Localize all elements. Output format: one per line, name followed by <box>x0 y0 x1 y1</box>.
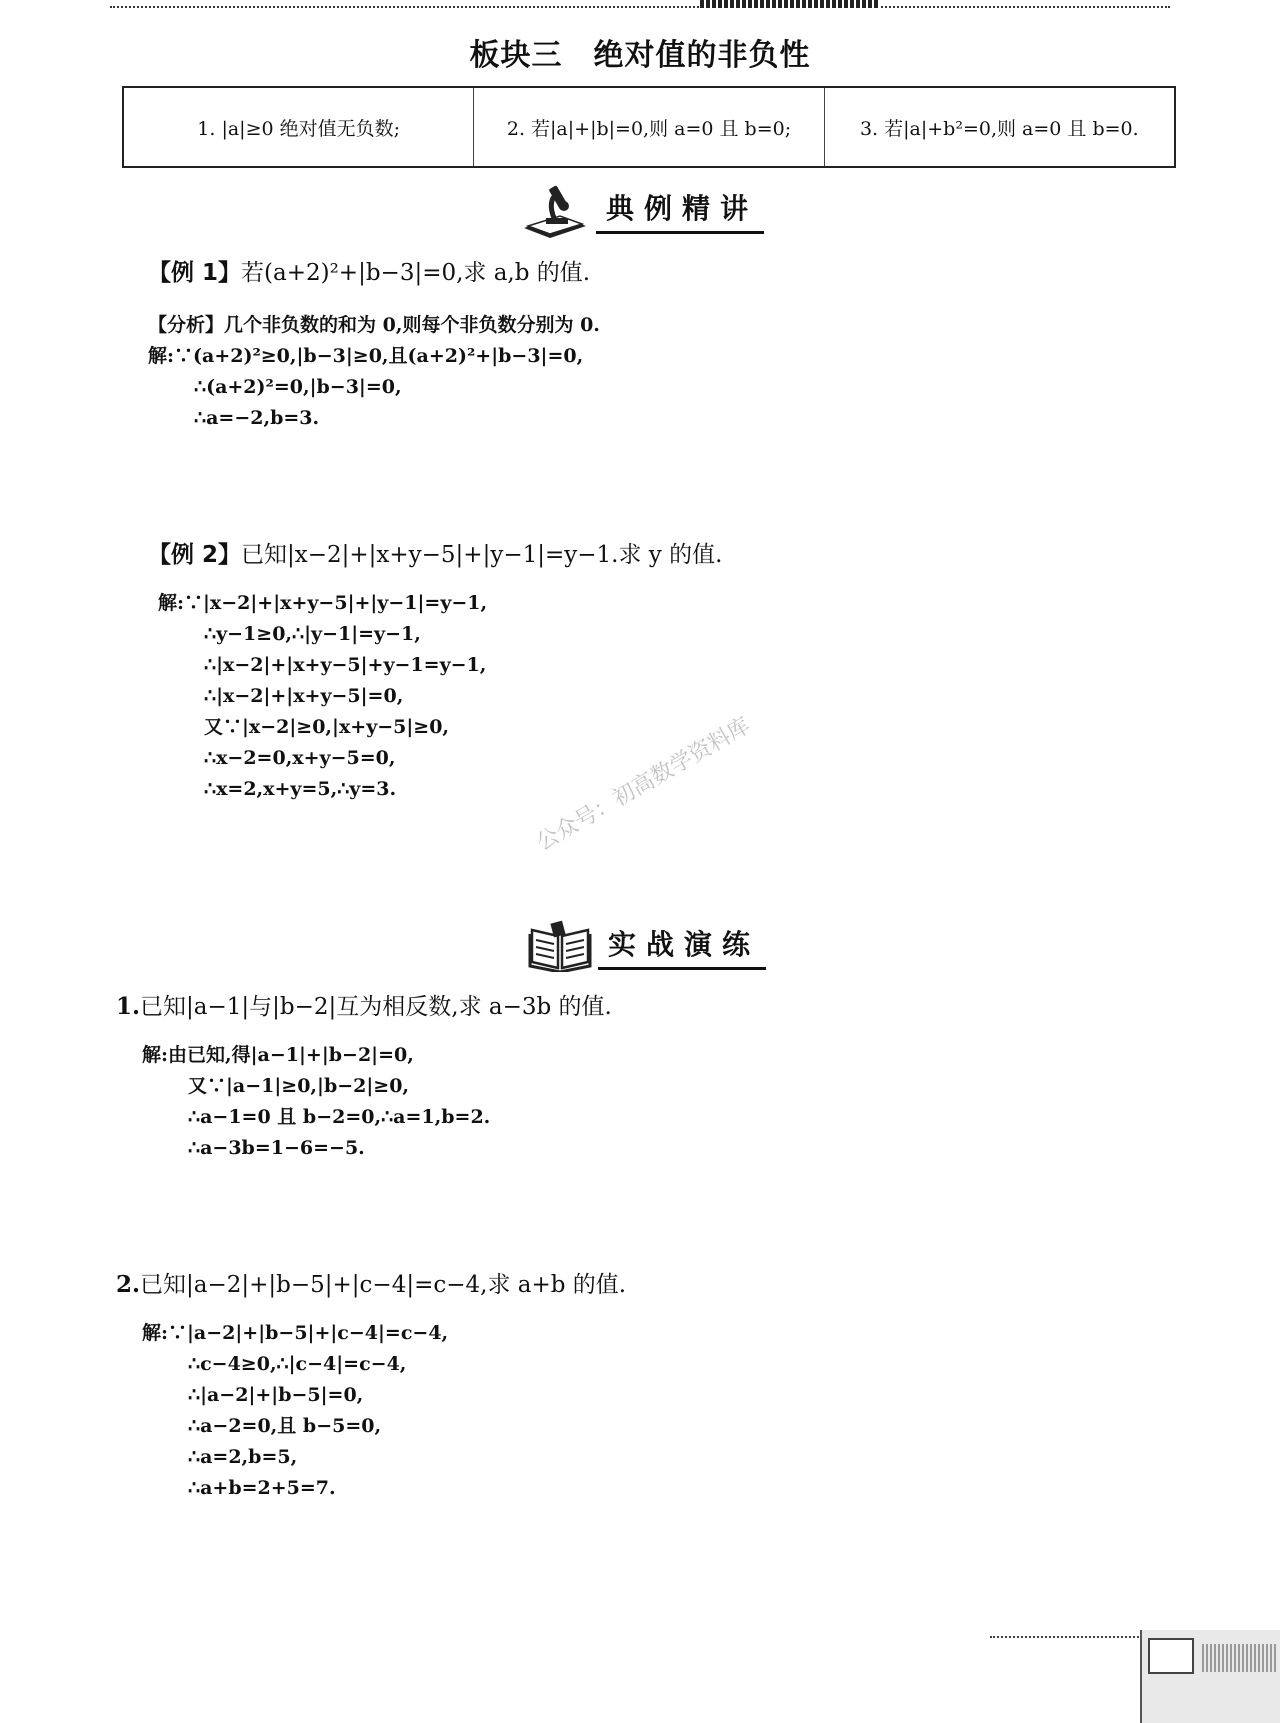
analysis-line <box>148 310 600 341</box>
rules-table <box>122 86 1176 168</box>
problem-1-number: 1. <box>116 993 141 1020</box>
problem-1-solution <box>142 1040 490 1164</box>
header-dotted-rule <box>110 6 1170 12</box>
solution-line: ∴c−4≥0,∴|c−4|=c−4, <box>188 1353 407 1375</box>
solution-line: ∴x−2=0,x+y−5=0, <box>204 747 396 769</box>
rule-cell: 1. |a|≥0 绝对值无负数; <box>124 88 474 166</box>
watermark: 公众号：初高数学资料库 <box>532 713 755 856</box>
example-1-question <box>148 254 590 287</box>
solution-line: ∴|x−2|+|x+y−5|+y−1=y−1, <box>204 654 487 676</box>
banner-label: 典例精讲 <box>596 187 764 234</box>
example-1-solution <box>148 310 600 434</box>
solution-line: ∴y−1≥0,∴|y−1|=y−1, <box>204 623 421 645</box>
problem-2-question <box>116 1266 626 1299</box>
banner-examples <box>520 180 764 240</box>
header-pattern-block <box>700 0 880 8</box>
banner-label: 实战演练 <box>598 923 766 970</box>
example-1-tag: 【例 1】 <box>148 260 242 286</box>
example-1-text: 若(a+2)²+|b−3|=0,求 a,b 的值. <box>241 260 591 286</box>
problem-1-text: 已知|a−1|与|b−2|互为相反数,求 a−3b 的值. <box>140 994 612 1020</box>
solution-line: 解:∵|x−2|+|x+y−5|+|y−1|=y−1, <box>158 592 488 614</box>
rule-cell: 2. 若|a|+|b|=0,则 a=0 且 b=0; <box>474 88 824 166</box>
example-2-solution <box>158 588 487 805</box>
footer-stripes <box>1202 1644 1277 1672</box>
footer-page-box <box>1148 1638 1194 1674</box>
banner-practice <box>528 916 766 976</box>
solution-line: ∴|a−2|+|b−5|=0, <box>188 1384 364 1406</box>
rule-cell: 3. 若|a|+b²=0,则 a=0 且 b=0. <box>859 117 1139 140</box>
solution-line: ∴a−1=0 且 b−2=0,∴a=1,b=2. <box>188 1106 491 1128</box>
problem-1-question <box>116 988 612 1021</box>
problem-2-solution <box>142 1318 448 1504</box>
footer-dotted-rule <box>990 1636 1150 1638</box>
problem-2-number: 2. <box>116 1271 141 1298</box>
example-2-question <box>148 536 722 569</box>
solution-line: 又∵|a−1|≥0,|b−2|≥0, <box>188 1075 410 1097</box>
solution-line: 解:∵|a−2|+|b−5|+|c−4|=c−4, <box>142 1322 449 1344</box>
solution-line: ∴|x−2|+|x+y−5|=0, <box>204 685 404 707</box>
solution-line: 解:由已知,得|a−1|+|b−2|=0, <box>142 1044 414 1066</box>
solution-line: ∴x=2,x+y=5,∴y=3. <box>204 778 397 800</box>
solution-line: ∴a=2,b=5, <box>188 1446 298 1468</box>
analysis-tag: 【分析】 <box>148 314 225 336</box>
problem-2-text: 已知|a−2|+|b−5|+|c−4|=c−4,求 a+b 的值. <box>140 1272 627 1298</box>
microscope-icon <box>520 182 590 238</box>
section-title: 板块三 绝对值的非负性 <box>469 38 811 73</box>
solution-line: 解:∵(a+2)²≥0,|b−3|≥0,且(a+2)²+|b−3|=0, <box>148 345 584 367</box>
solution-line: ∴a=−2,b=3. <box>194 407 320 429</box>
solution-line: 又∵|x−2|≥0,|x+y−5|≥0, <box>204 716 450 738</box>
footer-page-tab <box>1140 1630 1280 1723</box>
solution-line: ∴a+b=2+5=7. <box>188 1477 336 1499</box>
solution-line: ∴a−2=0,且 b−5=0, <box>188 1415 382 1437</box>
solution-line: ∴a−3b=1−6=−5. <box>188 1137 365 1159</box>
example-2-text: 已知|x−2|+|x+y−5|+|y−1|=y−1.求 y 的值. <box>241 542 723 568</box>
solution-line: ∴(a+2)²=0,|b−3|=0, <box>194 376 402 398</box>
example-2-tag: 【例 2】 <box>148 542 242 568</box>
open-book-icon <box>528 920 592 972</box>
analysis-text: 几个非负数的和为 0,则每个非负数分别为 0. <box>224 314 600 336</box>
